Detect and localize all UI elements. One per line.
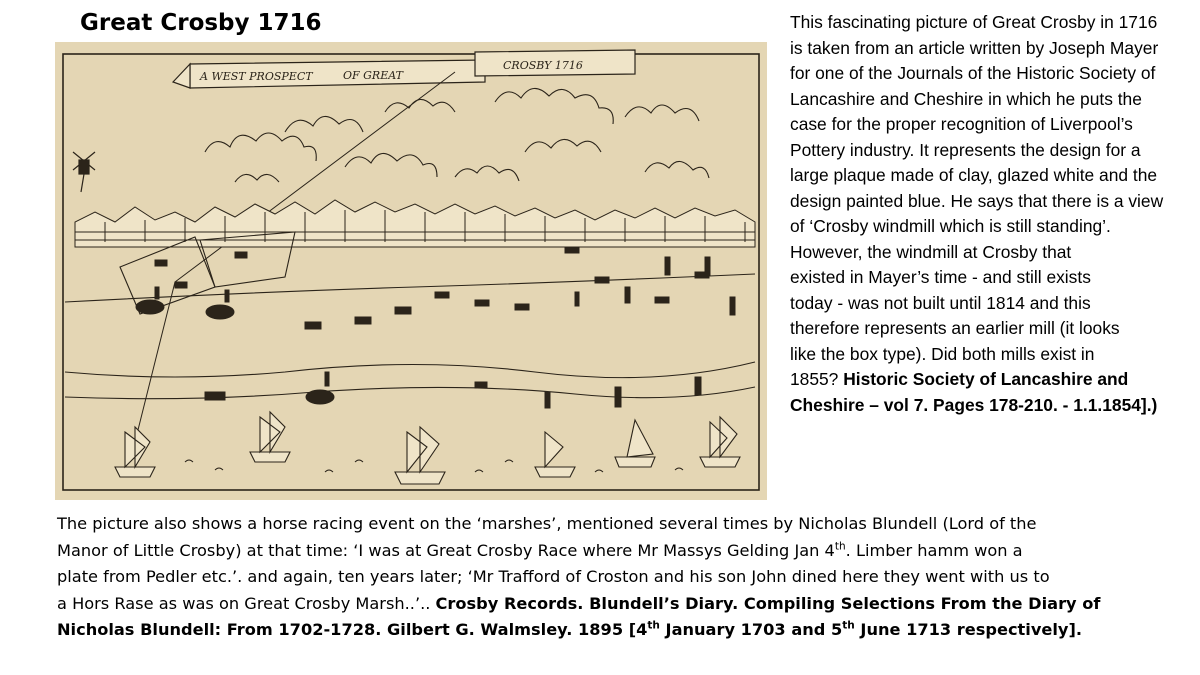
description-line: case for the proper recognition of Liverpool’s bbox=[790, 114, 1133, 134]
citation-text: Crosby Records. Blundell’s Diary. Compiling Selections From the Diary of bbox=[435, 593, 1101, 613]
horse-racing-paragraph bbox=[57, 511, 1197, 644]
description-line: However, the windmill at Crosby that bbox=[790, 241, 1072, 262]
description-line: for one of the Journals of the Historic Society of bbox=[790, 63, 1156, 83]
banner-text-mid: OF GREAT bbox=[343, 69, 403, 82]
ordinal-suffix: th bbox=[842, 619, 855, 632]
paragraph-line: The picture also shows a horse racing event on the ‘marshes’, mentioned several times by Nicholas Blundell (Lord of the bbox=[57, 514, 1037, 533]
citation-line bbox=[57, 617, 1197, 644]
paragraph-line: plate from Pedler etc.’. and again, ten years later; ‘Mr Trafford of Croston and his son John dined here they went with us to bbox=[57, 567, 1050, 586]
banner-text-left: A WEST PROSPECT bbox=[200, 70, 313, 83]
description-line: design painted blue. He says that there is a view bbox=[790, 190, 1164, 211]
ordinal-suffix: th bbox=[834, 540, 846, 553]
description-text-plain: 1855? bbox=[790, 369, 844, 389]
description-line: like the box type). Did both mills exist in bbox=[790, 343, 1095, 364]
paragraph-segment: a Hors Rase as was on Great Crosby Marsh..’.. bbox=[57, 593, 436, 613]
description-text bbox=[790, 10, 1185, 418]
citation-segment: January 1703 and 5 bbox=[659, 620, 843, 639]
description-line: large plaque made of clay, glazed white and the bbox=[790, 165, 1158, 185]
description-line: of ‘Crosby windmill which is still standing’. bbox=[790, 216, 1111, 236]
citation-segment: June 1713 respectively]. bbox=[854, 620, 1083, 639]
citation-text: Cheshire – vol 7. Pages 178-210. - 1.1.1854].) bbox=[790, 394, 1158, 415]
citation-text: Historic Society of Lancashire and bbox=[843, 369, 1129, 389]
description-line: Pottery industry. It represents the design for a bbox=[790, 139, 1141, 160]
paragraph-segment: Manor of Little Crosby) at that time: ‘I was at Great Crosby Race where Mr Massys Gelding Jan 4 bbox=[57, 540, 835, 560]
description-line: therefore represents an earlier mill (it looks bbox=[790, 318, 1120, 338]
banner-text-right: CROSBY 1716 bbox=[503, 59, 583, 72]
citation-segment: Nicholas Blundell: From 1702-1728. Gilbert G. Walmsley. 1895 [4 bbox=[57, 620, 648, 639]
paragraph-line bbox=[57, 591, 1197, 618]
description-line bbox=[790, 367, 1185, 393]
great-crosby-engraving bbox=[55, 42, 767, 500]
paragraph-segment: . Limber hamm won a bbox=[845, 540, 1023, 560]
description-line: is taken from an article written by Joseph Mayer bbox=[790, 37, 1159, 58]
page-title: Great Crosby 1716 bbox=[80, 10, 322, 36]
ordinal-suffix: th bbox=[647, 619, 660, 632]
description-line: today - was not built until 1814 and this bbox=[790, 292, 1091, 313]
description-line: Lancashire and Cheshire in which he puts the bbox=[790, 88, 1142, 109]
description-line: existed in Mayer’s time - and still exists bbox=[790, 267, 1091, 287]
description-line: This fascinating picture of Great Crosby in 1716 bbox=[790, 12, 1158, 32]
paragraph-line bbox=[57, 538, 1197, 565]
